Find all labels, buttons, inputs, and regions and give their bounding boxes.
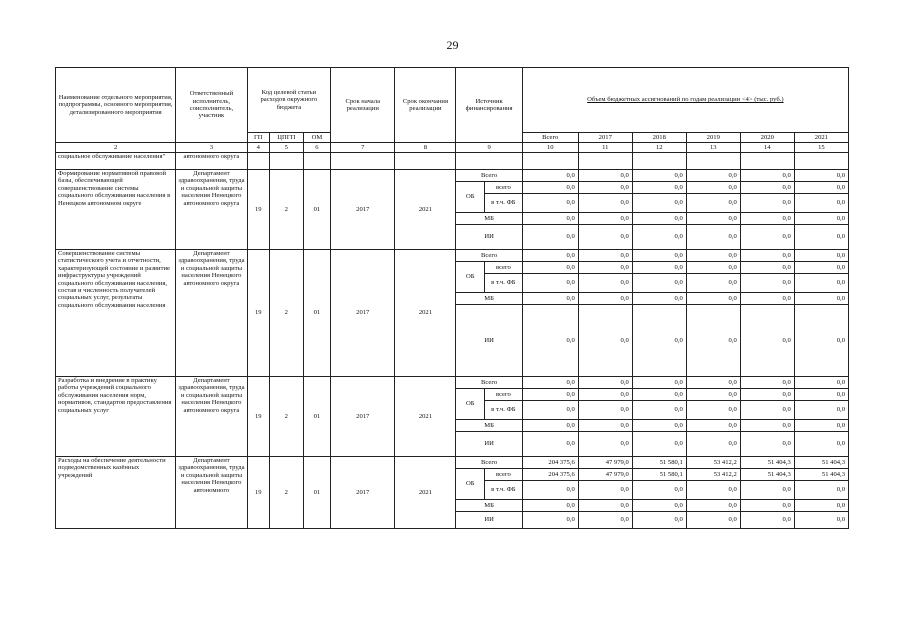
amount-cell: 0,0 [686,262,740,274]
col-number: 14 [740,143,794,153]
amount-cell: 0,0 [794,432,848,457]
amount-cell: 51 404,3 [740,469,794,481]
amount-cell: 0,0 [578,500,632,512]
start-year: 2017 [331,170,395,250]
amount-cell: 0,0 [632,481,686,500]
amount-cell: 0,0 [632,432,686,457]
source-ob-total: всего [485,262,523,274]
executor: Департамент здравоохранения, труда и социальной защиты населения Ненецкого автономного округа [176,250,247,377]
executor: Департамент здравоохранения, труда и социальной защиты населения Ненецкого автономного [176,457,247,529]
amount-cell: 0,0 [522,432,578,457]
amount-cell: 0,0 [632,170,686,182]
amount-cell: 0,0 [632,182,686,194]
amount-cell: 47 979,0 [578,469,632,481]
amount-cell: 0,0 [578,377,632,389]
col-number: 12 [632,143,686,153]
header-gp: ГП [247,133,269,143]
amount-cell: 0,0 [794,274,848,293]
amount-cell: 0,0 [794,305,848,377]
amount-cell: 0,0 [686,389,740,401]
table-row [56,250,849,262]
amount-cell: 0,0 [522,250,578,262]
amount-cell: 0,0 [632,194,686,213]
amount-cell: 0,0 [578,170,632,182]
source-mb: МБ [456,293,522,305]
amount-cell: 0,0 [578,262,632,274]
amount-cell: 0,0 [686,213,740,225]
code-tsp: 2 [269,250,303,377]
code-tsp: 2 [269,377,303,457]
amount-cell: 0,0 [740,481,794,500]
source-ob-total: всего [485,389,523,401]
program-blocks [56,170,849,529]
code-tsp: 2 [269,170,303,250]
header-source: Источник финансирования [456,68,522,143]
header-om: ОМ [303,133,331,143]
amount-cell: 0,0 [794,420,848,432]
amount-cell: 0,0 [522,262,578,274]
amount-cell: 0,0 [686,170,740,182]
amount-cell: 0,0 [794,262,848,274]
amount-cell: 0,0 [794,182,848,194]
amount-cell: 0,0 [522,293,578,305]
amount-cell: 0,0 [578,389,632,401]
code-tsp: 2 [269,457,303,529]
amount-cell: 51 580,1 [632,469,686,481]
source-ii: ИИ [456,512,522,529]
amount-cell: 0,0 [740,274,794,293]
amount-cell: 0,0 [522,401,578,420]
header-name: Наименование отдельного мероприятия, подпрограммы, основного мероприятия, детализированного мероприятия [56,68,176,143]
amount-cell: 0,0 [740,182,794,194]
amount-cell: 0,0 [632,305,686,377]
amount-cell: 0,0 [578,250,632,262]
end-year: 2021 [395,457,456,529]
executor: Департамент здравоохранения, труда и социальной защиты населения Ненецкого автономного округа [176,170,247,250]
amount-cell: 0,0 [578,481,632,500]
amount-cell: 0,0 [740,500,794,512]
code-om: 01 [303,377,331,457]
source-total: Всего [456,250,522,262]
start-year: 2017 [331,377,395,457]
col-number: 15 [794,143,848,153]
amount-cell: 0,0 [632,250,686,262]
source-ob: ОБ [456,469,485,500]
amount-cell: 0,0 [686,194,740,213]
amount-cell: 0,0 [794,500,848,512]
source-ob: ОБ [456,389,485,420]
amount-cell: 0,0 [794,194,848,213]
amount-cell: 0,0 [686,500,740,512]
amount-cell: 0,0 [794,250,848,262]
amount-cell: 0,0 [686,512,740,529]
amount-cell: 0,0 [686,377,740,389]
code-gp: 19 [247,377,269,457]
source-total: Всего [456,170,522,182]
amount-cell: 0,0 [522,500,578,512]
amount-cell: 0,0 [794,225,848,250]
amount-cell: 0,0 [686,225,740,250]
amount-cell: 0,0 [632,213,686,225]
source-mb: МБ [456,213,522,225]
amount-cell: 0,0 [686,305,740,377]
col-number: 11 [578,143,632,153]
amount-cell: 0,0 [686,401,740,420]
budget-table [55,67,849,529]
amount-cell: 0,0 [578,432,632,457]
source-ob-total: всего [485,469,523,481]
amount-cell: 0,0 [522,225,578,250]
amount-cell: 0,0 [794,389,848,401]
col-number: 2 [56,143,176,153]
header-start: Срок начала реализации [331,68,395,143]
amount-cell: 0,0 [686,420,740,432]
amount-cell: 0,0 [522,481,578,500]
measure-name: Формирование нормативной правовой базы, обеспечивающей совершенствование системы социального обслуживания населения в Ненецком автономном округе [56,170,176,250]
end-year: 2021 [395,170,456,250]
amount-cell: 0,0 [740,377,794,389]
amount-cell: 53 412,2 [686,469,740,481]
amount-cell: 0,0 [522,377,578,389]
amount-cell: 0,0 [686,274,740,293]
executor: Департамент здравоохранения, труда и социальной защиты населения Ненецкого автономного округа [176,377,247,457]
amount-cell: 0,0 [522,170,578,182]
header-total: Всего [522,133,578,143]
header-2021: 2021 [794,133,848,143]
amount-cell: 0,0 [578,182,632,194]
amount-cell: 0,0 [632,377,686,389]
amount-cell: 0,0 [794,401,848,420]
start-year: 2017 [331,457,395,529]
amount-cell: 204 375,6 [522,469,578,481]
source-ii: ИИ [456,305,522,377]
header-2020: 2020 [740,133,794,143]
amount-cell: 0,0 [686,182,740,194]
amount-cell: 0,0 [686,250,740,262]
amount-cell: 0,0 [794,213,848,225]
col-number: 7 [331,143,395,153]
amount-cell: 0,0 [686,481,740,500]
amount-cell: 51 404,3 [794,457,848,469]
amount-cell: 0,0 [632,389,686,401]
amount-cell: 0,0 [522,213,578,225]
code-gp: 19 [247,457,269,529]
code-om: 01 [303,170,331,250]
amount-cell: 47 979,0 [578,457,632,469]
source-total: Всего [456,377,522,389]
end-year: 2021 [395,250,456,377]
amount-cell: 0,0 [632,262,686,274]
header-end: Срок окончания реализации [395,68,456,143]
amount-cell: 0,0 [522,182,578,194]
amount-cell: 53 412,2 [686,457,740,469]
amount-cell: 0,0 [740,250,794,262]
amount-cell: 0,0 [632,274,686,293]
amount-cell: 0,0 [578,213,632,225]
source-fb: в т.ч. ФБ [485,401,523,420]
source-ii: ИИ [456,432,522,457]
amount-cell: 0,0 [522,420,578,432]
amount-cell: 0,0 [578,305,632,377]
amount-cell: 0,0 [740,420,794,432]
source-total: Всего [456,457,522,469]
end-year: 2021 [395,377,456,457]
amount-cell: 0,0 [740,512,794,529]
source-fb: в т.ч. ФБ [485,481,523,500]
amount-cell: 0,0 [632,225,686,250]
amount-cell: 0,0 [632,512,686,529]
amount-cell: 0,0 [578,225,632,250]
code-om: 01 [303,250,331,377]
col-number: 8 [395,143,456,153]
col-number: 9 [456,143,522,153]
source-mb: МБ [456,500,522,512]
amount-cell: 0,0 [794,481,848,500]
measure-name: Расходы на обеспечение деятельности подведомственных казённых учреждений [56,457,176,529]
carry-name: социальное обслуживание населения" [56,153,176,170]
code-gp: 19 [247,170,269,250]
header-tsp: ЦПГП [269,133,303,143]
col-number: 5 [269,143,303,153]
amount-cell: 0,0 [522,305,578,377]
amount-cell: 0,0 [578,293,632,305]
source-fb: в т.ч. ФБ [485,194,523,213]
amount-cell: 0,0 [578,512,632,529]
header-2017: 2017 [578,133,632,143]
amount-cell: 0,0 [740,293,794,305]
header-volume: Объем бюджетных ассигнований по годам реализации <4> (тыс. руб.) [522,68,848,133]
amount-cell: 0,0 [740,389,794,401]
amount-cell: 0,0 [522,512,578,529]
code-om: 01 [303,457,331,529]
amount-cell: 0,0 [740,225,794,250]
amount-cell: 0,0 [740,305,794,377]
amount-cell: 0,0 [632,500,686,512]
amount-cell: 0,0 [686,293,740,305]
source-ob: ОБ [456,262,485,293]
amount-cell: 0,0 [578,401,632,420]
amount-cell: 0,0 [578,274,632,293]
source-fb: в т.ч. ФБ [485,274,523,293]
table-row [56,377,849,389]
source-ob: ОБ [456,182,485,213]
amount-cell: 0,0 [686,432,740,457]
amount-cell: 51 404,3 [794,469,848,481]
amount-cell: 0,0 [740,170,794,182]
measure-name: Совершенствование системы статистического учета и отчетности, характеризующей состояние и развитие инфраструктуры учреждений социального обслуживания населения, состав и численность получателей социальных услуг, результаты социального обслуживания населения [56,250,176,377]
col-number: 10 [522,143,578,153]
amount-cell: 51 580,1 [632,457,686,469]
start-year: 2017 [331,250,395,377]
amount-cell: 0,0 [578,194,632,213]
measure-name: Разработка и внедрение в практику работы учреждений социального обслуживания населения норм, нормативов, стандартов предоставления социальных услуг [56,377,176,457]
source-ii: ИИ [456,225,522,250]
amount-cell: 0,0 [522,274,578,293]
amount-cell: 0,0 [740,432,794,457]
col-number: 13 [686,143,740,153]
source-ob-total: всего [485,182,523,194]
amount-cell: 0,0 [740,194,794,213]
amount-cell: 0,0 [740,213,794,225]
source-mb: МБ [456,420,522,432]
amount-cell: 0,0 [794,170,848,182]
amount-cell: 0,0 [794,377,848,389]
amount-cell: 0,0 [578,420,632,432]
amount-cell: 0,0 [632,401,686,420]
amount-cell: 0,0 [632,293,686,305]
amount-cell: 0,0 [522,194,578,213]
carry-executor: автономного округа [176,153,247,170]
page-number: 29 [446,38,459,52]
amount-cell: 51 404,3 [740,457,794,469]
code-gp: 19 [247,250,269,377]
header-2018: 2018 [632,133,686,143]
table-row [56,170,849,182]
amount-cell: 0,0 [794,293,848,305]
col-number: 6 [303,143,331,153]
table-row [56,457,849,469]
header-code: Код целевой статьи расходов окружного бюджета [247,68,331,133]
amount-cell: 0,0 [740,401,794,420]
amount-cell: 0,0 [632,420,686,432]
col-number: 3 [176,143,247,153]
amount-cell: 0,0 [522,389,578,401]
amount-cell: 0,0 [794,512,848,529]
col-number: 4 [247,143,269,153]
amount-cell: 204 375,6 [522,457,578,469]
amount-cell: 0,0 [740,262,794,274]
header-2019: 2019 [686,133,740,143]
header-executor: Ответственный исполнитель, соисполнитель, участник [176,68,247,143]
